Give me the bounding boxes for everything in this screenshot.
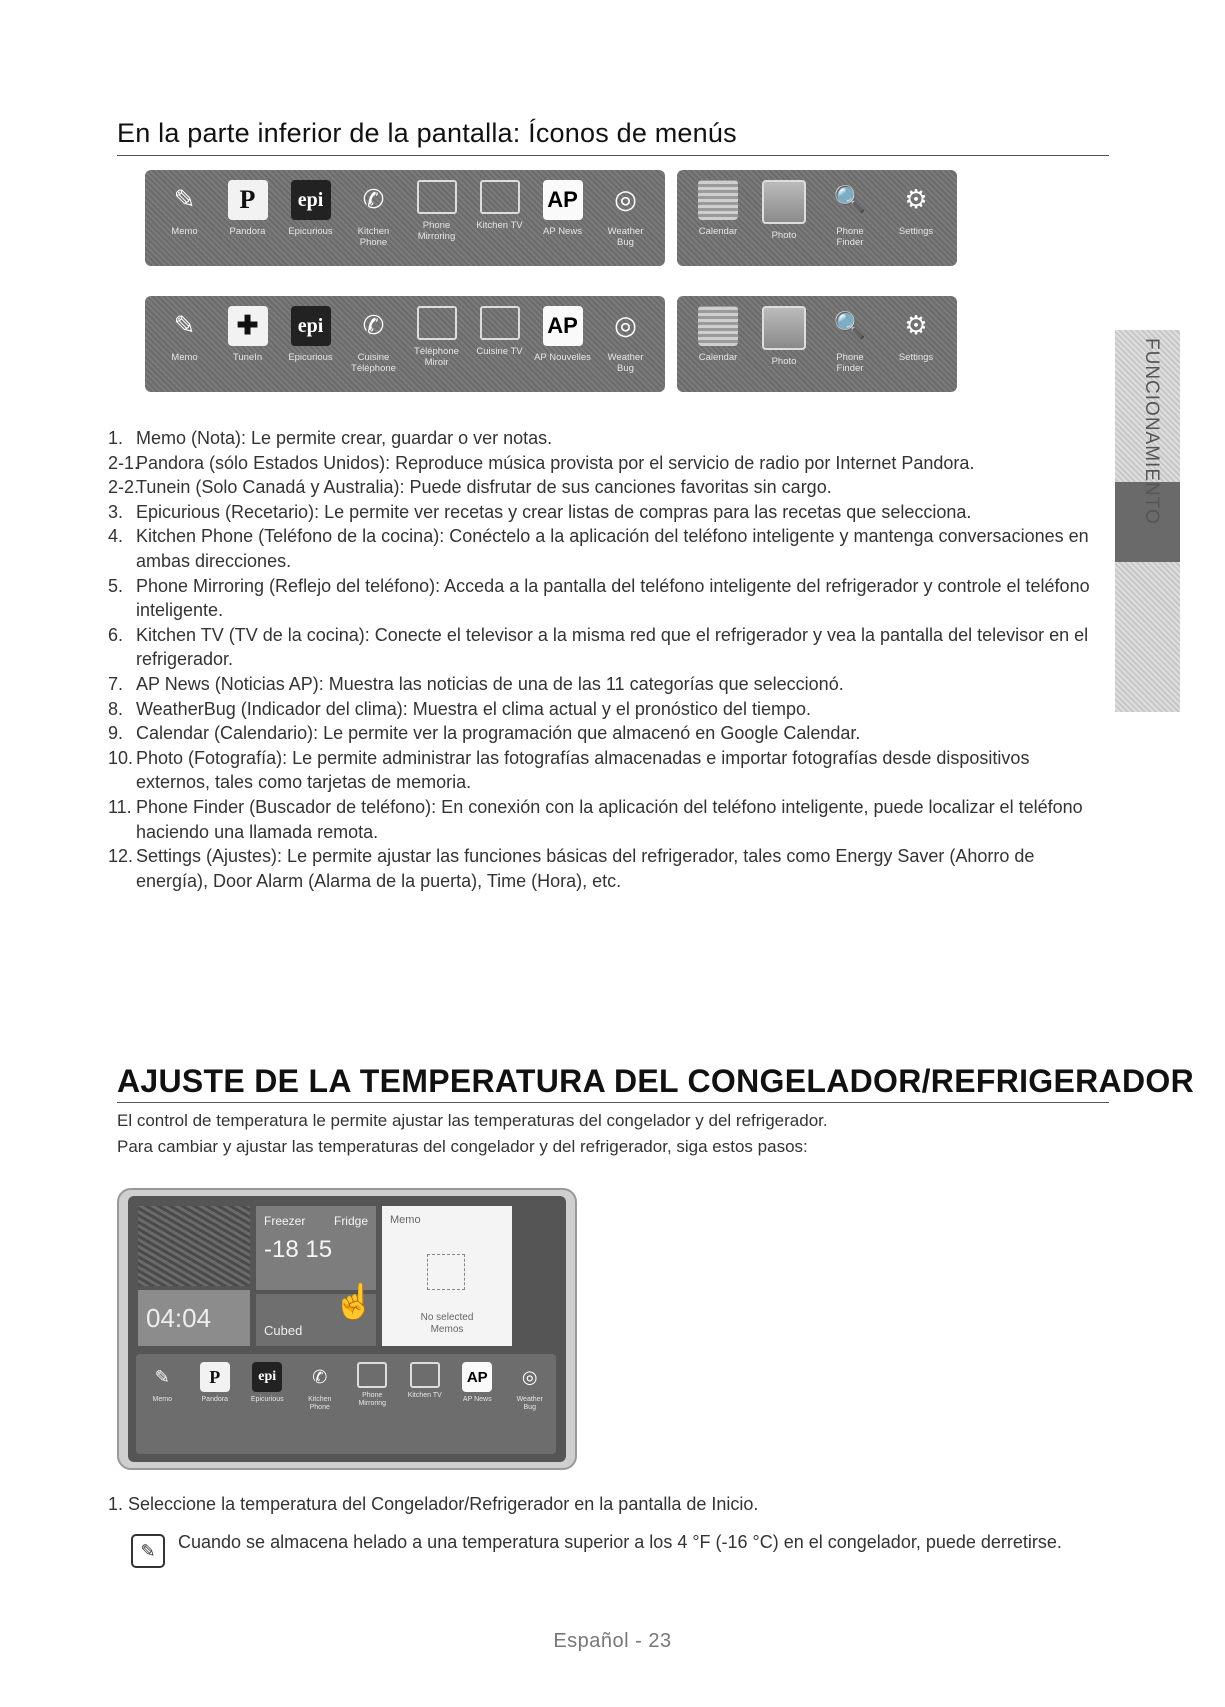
screen-menu-bar (136, 1354, 556, 1454)
pencil-icon: ✎ (173, 311, 196, 341)
clock-tile (138, 1290, 250, 1346)
calendar-icon (698, 306, 738, 346)
section-title-temperature: AJUSTE DE LA TEMPERATURA DEL CONGELADOR/REFRIGERADOR (117, 1063, 1194, 1099)
menu-item-label: Memo (171, 352, 198, 363)
page-footer: Español - 23 (553, 1630, 672, 1652)
menu-item-cuisine-tv[interactable] (471, 306, 529, 357)
menu-item-ap-news[interactable] (457, 1362, 497, 1454)
menu-item-kitchen-tv[interactable] (471, 180, 529, 231)
menu-bar-1-left (145, 170, 665, 266)
list-number: 12. (108, 846, 134, 867)
list-number: 10. (108, 747, 134, 768)
title-divider-2 (117, 1102, 1109, 1103)
list-item (108, 697, 1108, 722)
pencil-icon: ✎ (173, 185, 196, 215)
list-number: 5. (108, 575, 124, 596)
list-item (108, 623, 1108, 672)
photo-tile (138, 1206, 250, 1286)
pencil-icon: ✎ (154, 1366, 170, 1388)
menu-item-label: Kitchen TV (476, 220, 523, 231)
menu-item-label: TuneIn (232, 352, 263, 363)
phone-icon: ✆ (362, 185, 385, 215)
ap-news-icon: AP (543, 306, 583, 346)
mirroring-icon (417, 180, 457, 214)
menu-bar-1-right (677, 170, 957, 266)
clock-text: 04:04 (146, 1302, 212, 1333)
list-text: Epicurious (Recetario): Le permite ver recetas y crear listas de compras para las recetas que selecciona. (136, 501, 972, 522)
list-text: Phone Mirroring (Reflejo del teléfono): Acceda a la pantalla del teléfono inteligente del refrigerador y controle el teléfono inteligente. (136, 575, 1090, 621)
pandora-icon: P (228, 180, 268, 220)
menu-item-ap-news[interactable] (534, 180, 592, 237)
tv-icon (480, 180, 520, 214)
menu-item-phone-finder[interactable] (821, 306, 879, 374)
menu-item-label: Memo (171, 226, 198, 237)
menu-item-phone-finder[interactable] (821, 180, 879, 248)
list-item (108, 451, 1108, 476)
list-text: Memo (Nota): Le permite crear, guardar o ver notas. (136, 428, 553, 448)
menu-item-label: Epicurious (288, 226, 333, 237)
menu-item-label: Kitchen TV (407, 1392, 442, 1399)
menu-item-label: AP News (462, 1396, 492, 1403)
pandora-icon: P (200, 1362, 230, 1392)
epicurious-icon: epi (291, 306, 331, 346)
note-icon: ✎ (131, 1534, 165, 1568)
menu-item-label: Phone Mirroring (358, 1392, 387, 1407)
menu-item-label: Phone Finder (836, 352, 864, 374)
list-number: 1. (108, 428, 124, 448)
menu-item-label: Epicurious (288, 352, 333, 363)
list-number: 9. (108, 723, 124, 744)
menu-item-label: Kitchen Phone (308, 1396, 332, 1411)
list-text: Photo (Fotografía): Le permite administrar las fotografías almacenadas e importar fotografías desde dispositivos externos, tales como tarjetas de memoria. (136, 747, 1030, 793)
menu-item-kitchen-tv[interactable] (405, 1362, 445, 1454)
menu-item-label: Cuisine Téléphone (351, 352, 396, 374)
title-divider (117, 155, 1109, 156)
list-text: Kitchen Phone (Teléfono de la cocina): Conéctelo a la aplicación del teléfono inteligente y mantenga conversaciones en ambas direcciones. (136, 526, 1089, 571)
menu-item-memo[interactable] (156, 180, 214, 237)
menu-item-téléphone-miroir[interactable] (408, 306, 466, 368)
menu-item-kitchen-phone[interactable] (345, 180, 403, 248)
menu-item-epicurious[interactable] (282, 306, 340, 363)
menu-icon-descriptions (108, 426, 1108, 893)
ap-news-icon: AP (462, 1362, 492, 1392)
list-item (108, 574, 1108, 623)
list-number: 4. (108, 526, 124, 547)
menu-item-phone-mirroring[interactable] (352, 1362, 392, 1454)
calendar-icon (698, 180, 738, 220)
ap-news-icon: AP (543, 180, 583, 220)
list-text: Phone Finder (Buscador de teléfono): En conexión con la aplicación del teléfono inteligente, puede localizar el teléfono haciendo una llamada remota. (136, 796, 1083, 842)
epicurious-icon: epi (291, 180, 331, 220)
list-text: Calendar (Calendario): Le permite ver la programación que almacenó en Google Calendar. (136, 723, 861, 744)
menu-item-label: Weather Bug (607, 226, 644, 248)
list-item (108, 475, 1108, 500)
intro-paragraph-1: El control de temperatura le permite ajustar las temperaturas del congelador y del refrigerador. (117, 1111, 828, 1130)
menu-item-ap-nouvelles[interactable] (534, 306, 592, 363)
memo-title: Memo (390, 1214, 421, 1226)
list-item (108, 746, 1108, 795)
home-screen-image (128, 1196, 566, 1462)
list-text: AP News (Noticias AP): Muestra las noticias de una de las 11 categorías que seleccionó. (136, 673, 844, 694)
menu-item-pandora[interactable] (219, 180, 277, 237)
menu-item-cuisine-téléphone[interactable] (345, 306, 403, 374)
hand-pointer-icon: ☝ (333, 1283, 376, 1321)
menu-item-settings[interactable] (887, 180, 945, 237)
phone-icon: ✆ (312, 1366, 328, 1388)
phone-icon: ✆ (362, 311, 385, 341)
temperature-tile[interactable] (256, 1206, 376, 1290)
menu-item-label: Téléphone Miroir (414, 346, 459, 368)
menu-item-label: Calendar (698, 226, 738, 237)
menu-item-label: AP News (543, 226, 582, 237)
menu-item-tunein[interactable] (219, 306, 277, 363)
menu-item-label: Phone Mirroring (417, 220, 456, 242)
menu-item-label: Settings (898, 352, 934, 363)
list-item (108, 795, 1108, 844)
freezer-label: Freezer (264, 1214, 306, 1228)
intro-paragraph-2: Para cambiar y ajustar las temperaturas del congelador y del refrigerador, siga estos pasos: (117, 1137, 808, 1156)
menu-item-label: Pandora (229, 226, 266, 237)
list-number: 11. (108, 796, 132, 817)
list-item (108, 721, 1108, 746)
menu-item-weather-bug[interactable] (597, 180, 655, 248)
mirroring-icon (357, 1362, 387, 1388)
weatherbug-icon: ◎ (614, 311, 637, 341)
list-item (108, 524, 1108, 573)
list-number: 3. (108, 501, 124, 522)
menu-item-label: Phone Finder (836, 226, 864, 248)
menu-item-label: Memo (152, 1396, 172, 1403)
menu-item-kitchen-phone[interactable] (300, 1362, 340, 1454)
weatherbug-icon: ◎ (614, 185, 637, 215)
memo-status: No selected Memos (420, 1312, 474, 1335)
list-number: 2-1. (108, 452, 140, 473)
list-item (108, 426, 1108, 451)
list-text: Settings (Ajustes): Le permite ajustar las funciones básicas del refrigerador, tales como Energy Saver (Ahorro de energía), Door Alarm (Alarma de la puerta), Time (Hora), etc. (136, 846, 1035, 891)
menu-item-label: Epicurious (250, 1396, 284, 1403)
list-text: Kitchen TV (TV de la cocina): Conecte el televisor a la misma red que el refrigerador y vea la pantalla del televisor en el refrigerador. (136, 624, 1089, 670)
list-item (108, 672, 1108, 697)
menu-item-label: AP Nouvelles (534, 352, 591, 363)
list-item (108, 844, 1108, 893)
weatherbug-icon: ◎ (521, 1366, 538, 1388)
menu-item-calendar[interactable] (689, 306, 747, 363)
photo-icon (762, 306, 806, 350)
menu-item-phone-mirroring[interactable] (408, 180, 466, 242)
memo-tile[interactable] (382, 1206, 512, 1346)
list-number: 8. (108, 698, 124, 719)
menu-bar-2-right (677, 296, 957, 392)
list-text: Pandora (sólo Estados Unidos): Reproduce música provista por el servicio de radio por Internet Pandora. (136, 452, 975, 473)
menu-item-label: Weather Bug (516, 1396, 543, 1411)
step-1: 1. Seleccione la temperatura del Congelador/Refrigerador en la pantalla de Inicio. (108, 1494, 759, 1514)
menu-item-weather-bug[interactable] (597, 306, 655, 374)
list-number: 7. (108, 673, 124, 694)
menu-item-memo[interactable] (156, 306, 214, 363)
menu-item-photo[interactable] (755, 180, 813, 241)
menu-item-epicurious[interactable] (247, 1362, 287, 1454)
fridge-temp: 15 (305, 1236, 333, 1263)
epicurious-icon: epi (252, 1362, 282, 1392)
memo-document-icon (427, 1254, 465, 1290)
menu-item-photo[interactable] (755, 306, 813, 367)
list-text: Tunein (Solo Canadá y Australia): Puede disfrutar de sus canciones favoritas sin cargo. (136, 477, 832, 498)
freezer-temp: -18 (264, 1236, 299, 1263)
menu-item-label: Photo (771, 230, 797, 241)
menu-item-weather-bug[interactable] (510, 1362, 550, 1454)
settings-icon: ⚙ (904, 311, 928, 341)
cubed-label: Cubed (264, 1323, 303, 1338)
menu-item-label: Kitchen Phone (357, 226, 390, 248)
note-text: Cuando se almacena helado a una temperatura superior a los 4 °F (-16 °C) en el congelador, puede derretirse. (178, 1532, 1062, 1552)
menu-item-label: Cuisine TV (476, 346, 523, 357)
side-tab-label: FUNCIONAMIENTO (1141, 338, 1162, 525)
menu-item-calendar[interactable] (689, 180, 747, 237)
menu-item-memo[interactable] (142, 1362, 182, 1454)
menu-item-label: Photo (771, 356, 797, 367)
menu-item-pandora[interactable] (195, 1362, 235, 1454)
mirroring-icon (417, 306, 457, 340)
menu-item-label: Settings (898, 226, 934, 237)
menu-bar-2-left (145, 296, 665, 392)
list-number: 6. (108, 624, 124, 645)
menu-item-settings[interactable] (887, 306, 945, 363)
tv-icon (480, 306, 520, 340)
list-number: 2-2. (108, 477, 140, 498)
list-item (108, 500, 1108, 525)
phone-finder-icon: 🔍 (833, 185, 867, 215)
menu-item-label: Weather Bug (607, 352, 644, 374)
tv-icon (410, 1362, 440, 1388)
settings-icon: ⚙ (904, 185, 928, 215)
tunein-icon: ✚ (228, 306, 268, 346)
fridge-label: Fridge (333, 1214, 368, 1228)
section-title-menu-icons: En la parte inferior de la pantalla: Íconos de menús (117, 118, 737, 148)
menu-item-label: Pandora (201, 1396, 228, 1403)
list-text: WeatherBug (Indicador del clima): Muestra el clima actual y el pronóstico del tiempo. (136, 698, 811, 719)
phone-finder-icon: 🔍 (833, 311, 867, 341)
photo-icon (762, 180, 806, 224)
menu-item-label: Calendar (698, 352, 738, 363)
menu-item-epicurious[interactable] (282, 180, 340, 237)
